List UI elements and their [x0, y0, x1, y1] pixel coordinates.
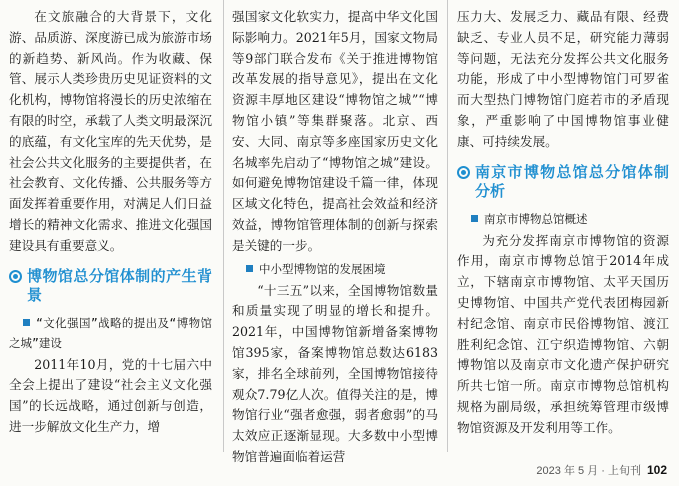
- column-2: [232, 7, 438, 464]
- section-heading: [457, 163, 669, 201]
- page-number: 102: [646, 463, 667, 477]
- paragraph: 为充分发挥南京市博物馆的资源作用，南京市博物总馆于2014年成立，下辖南京市博物馆、太平天国历史博物馆、中国共产党代表团梅园新村纪念馆、南京市民俗博物馆、渡江胜利纪念馆、江宁织造博物馆、六朝博物馆以及南京市文化遗产保护研究所共七馆一所。南京市博物总馆机构规格为副局级，承担统筹管理市级博物馆资源及开发利用等工作。: [457, 232, 669, 435]
- paragraph: 2011年10月，党的十七届六中全会上提出了建设“社会主义文化强国”的长远战略，通过创新与创造，进一步解放文化生产力，增: [9, 356, 212, 434]
- section-bullet-icon: [457, 166, 470, 179]
- paragraph: 在文旅融合的大背景下，文化游、品质游、深度游已成为旅游市场的新趋势、新风尚。作为收藏、保管、展示人类珍贵历史见证资料的文化机构，博物馆将漫长的历史浓缩在有限的时空，承载了人类文明最深沉的底蕴，有文化宝库的先天优势，是社会公共文化服务的主要提供者，在社会教育、文化传播、公共服务等方面发挥着重要作用，对满足人们日益增长的精神文化需求、推进文化强国建设具有重要意义。: [9, 9, 212, 253]
- section-title: 南京市博物总馆总分馆体制分析: [475, 162, 669, 200]
- subsection-title: 中小型博物馆的发展困境: [259, 261, 386, 276]
- paragraph: 强国家文化软实力，提高中华文化国际影响力。2021年5月，国家文物局等9部门联合发布《关于推进博物馆改革发展的指导意见》，提出在文化资源丰厚地区建设“博物馆之城”“博物馆小镇”等集群聚落。北京、西安、大同、南京等多座国家历史文化名城率先启动了“博物馆之城”建设。如何避免博物馆建设千篇一律，体现区域文化特色，提高社会效益和经济效益，博物馆管理体制的创新与探索是关键的一步。: [232, 9, 438, 253]
- column-1: [9, 7, 212, 452]
- column-divider: [223, 0, 224, 452]
- subsection-heading: [232, 259, 438, 279]
- section-bullet-icon: [9, 270, 22, 283]
- square-bullet-icon: [246, 265, 253, 272]
- square-bullet-icon: [471, 215, 478, 222]
- column-3: [457, 7, 669, 452]
- page-footer: [536, 462, 667, 478]
- subsection-heading: [457, 209, 669, 229]
- column-divider: [447, 0, 448, 452]
- issue-label: 2023 年 5 月 · 上旬刊: [536, 465, 641, 477]
- square-bullet-icon: [23, 319, 30, 326]
- paragraph: 压力大、发展乏力、藏品有限、经费缺乏、专业人员不足，研究能力薄弱等问题，无法充分发挥公共文化服务功能，形成了中小型博物馆门可罗雀而大型热门博物馆门庭若市的矛盾现象，严重影响了中国博物馆事业健康、可持续发展。: [457, 9, 669, 149]
- subsection-heading: [9, 313, 212, 353]
- section-heading: [9, 267, 212, 305]
- subsection-title: “文化强国”战略的提出及“博物馆之城”建设: [9, 315, 212, 350]
- subsection-title: 南京市博物总馆概述: [484, 211, 588, 226]
- paragraph: “十三五”以来，全国博物馆数量和质量实现了明显的增长和提升。2021年，中国博物馆新增备案博物馆395家，备案博物馆总数达6183家，排名全球前列，全国博物馆接待观众7.79亿人次。值得关注的是，博物馆行业“强者愈强，弱者愈弱”的马太效应正逐渐显现。大多数中小型博物馆普遍面临着运营: [232, 282, 438, 464]
- section-title: 博物馆总分馆体制的产生背景: [27, 266, 212, 304]
